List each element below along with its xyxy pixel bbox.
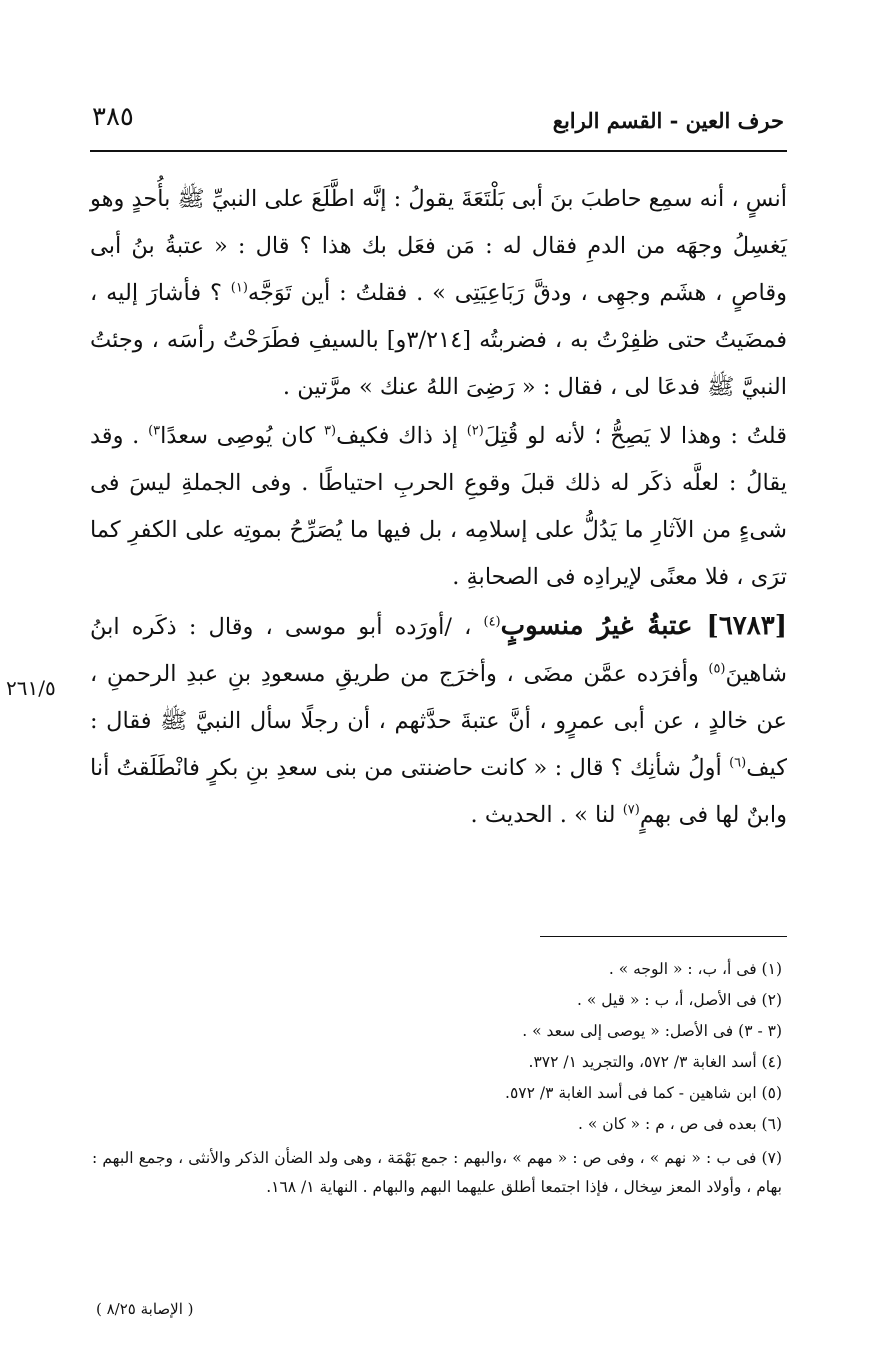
running-title: حرف العين - القسم الرابع <box>552 108 784 133</box>
page-header <box>92 102 784 148</box>
paragraph-3 <box>90 603 787 839</box>
note-ref-2: (٢) <box>466 423 484 439</box>
note-ref-4: (٤) <box>483 614 501 630</box>
note-ref-5: (٥) <box>708 661 726 677</box>
entry-heading: [٦٧٨٣] عتبةُ غيرُ منسوبٍ <box>500 611 787 641</box>
note-ref-3-open: (٣ <box>324 423 337 439</box>
footnote-6: (٦) بعده فى ص ، م : « كان » . <box>577 1115 782 1133</box>
paragraph-2-text-c: كان يُوصِى سعدًا <box>160 423 325 449</box>
paragraph-3-text-c: أولُ شأنِك ؟ قال : « كانت حاضنتى من بنى سعدِ بنِ بكرٍ فانْطَلَقتُ أنا وابنٌ لها فى بهمٍ <box>90 755 787 828</box>
paragraph-2-text: قلتُ : وهذا لا يَصِحُّ ؛ لأنه لو قُتِلَ <box>483 423 788 449</box>
footnote-2: (٢) فى الأصل، أ، ب : « قيل » . <box>577 991 782 1009</box>
note-ref-7: (٧) <box>622 802 640 818</box>
footnote-7: (٧) فى ب : « نهم » ، وفى ص : « مهم » ،والبهم : جمع بَهْمَة ، وهى ولد الضأن الذكر والأنثى ، وجمع البهم : بهام ، وأولاد المعز سِخال ، فإذا اجتمعا أطلق عليهما البهم والبهام . النهاية ١/ ١٦٨. <box>92 1149 782 1196</box>
footnotes <box>92 954 782 1202</box>
footnote-rule <box>540 936 787 937</box>
paragraph-2 <box>90 413 787 601</box>
footnote-3: (٣ - ٣) فى الأصل: « يوصى إلى سعد » . <box>522 1022 782 1040</box>
paragraph-1 <box>90 176 787 411</box>
footnote-1: (١) فى أ، ب، : « الوجه » . <box>608 960 782 978</box>
page-number: ٣٨٥ <box>92 102 134 132</box>
header-rule <box>90 150 787 152</box>
paragraph-3-text-d: لنا » . الحديث . <box>470 802 623 828</box>
paragraph-3-text: ، /أورَده أبو موسى ، وقال : ذكَره ابنُ شاهينَ <box>90 614 787 687</box>
paragraph-3-text-b: وأفرَده عمَّن مضَى ، وأخرَج من طريقِ مسعودِ بنِ عبدِ الرحمنِ ، عن خالدٍ ، عن أبى عمرٍو ، أنَّ عتبةَ حدَّثهم ، أن رجلًا سأل النبيَّ ﷺ فقال : كيف <box>90 661 787 781</box>
paragraph-1-text-cont: ؟ فأشارَ إليه ، فمضَيتُ حتى ظفِرْتُ به ، فضربتُه [٣/٢١٤و] بالسيفِ فطَرَحْتُ رأسَه ، وجئتُ النبيَّ ﷺ فدعَا لى ، فقال : « رَضِىَ اللهُ عنك » مرَّتين . <box>90 280 787 400</box>
paragraph-2-text-b: إذ ذاك فكيف <box>336 423 467 449</box>
note-ref-3-close: ٣) <box>148 423 161 439</box>
volume-signature: ( الإصابة ٨/٢٥ ) <box>96 1300 194 1318</box>
paragraph-1-text: أنسٍ ، أنه سمِع حاطبَ بنَ أبى بَلْتَعَةَ يقولُ : إنَّه اطَّلَعَ على النبيِّ ﷺ بأُحدٍ وهو يَغسِلُ وجهَه من الدمِ فقال له : مَن فعَل بك هذا ؟ قال : « عتبةُ بنُ أبى وقاصٍ ، هشَم وجهِى ، ودقَّ رَبَاعِيَتِى » . فقلتُ : أين تَوَجَّه <box>90 186 787 306</box>
footnote-5: (٥) ابن شاهين - كما فى أسد الغابة ٣/ ٥٧٢. <box>505 1084 782 1102</box>
paragraph-2-text-d: . وقد يقالُ : لعلَّه ذكَر له ذلك قبلَ وقوعِ الحربِ احتياطًا . وفى الجملةِ ليسَ فى شىءٍ من الآثارِ ما يَدُلُّ على إسلامِه ، بل فيها ما يُصَرِّحُ بموتِه على الكفرِ كما ترَى ، فلا معنًى لإيرادِه فى الصحابةِ . <box>90 423 787 590</box>
note-ref-6: (٦) <box>729 755 747 771</box>
margin-reference: ٢٦١/٥ <box>6 676 56 700</box>
note-ref-1: (١) <box>230 280 248 296</box>
footnote-4: (٤) أسد الغابة ٣/ ٥٧٢، والتجريد ١/ ٣٧٢. <box>528 1053 782 1071</box>
main-text <box>90 176 787 839</box>
